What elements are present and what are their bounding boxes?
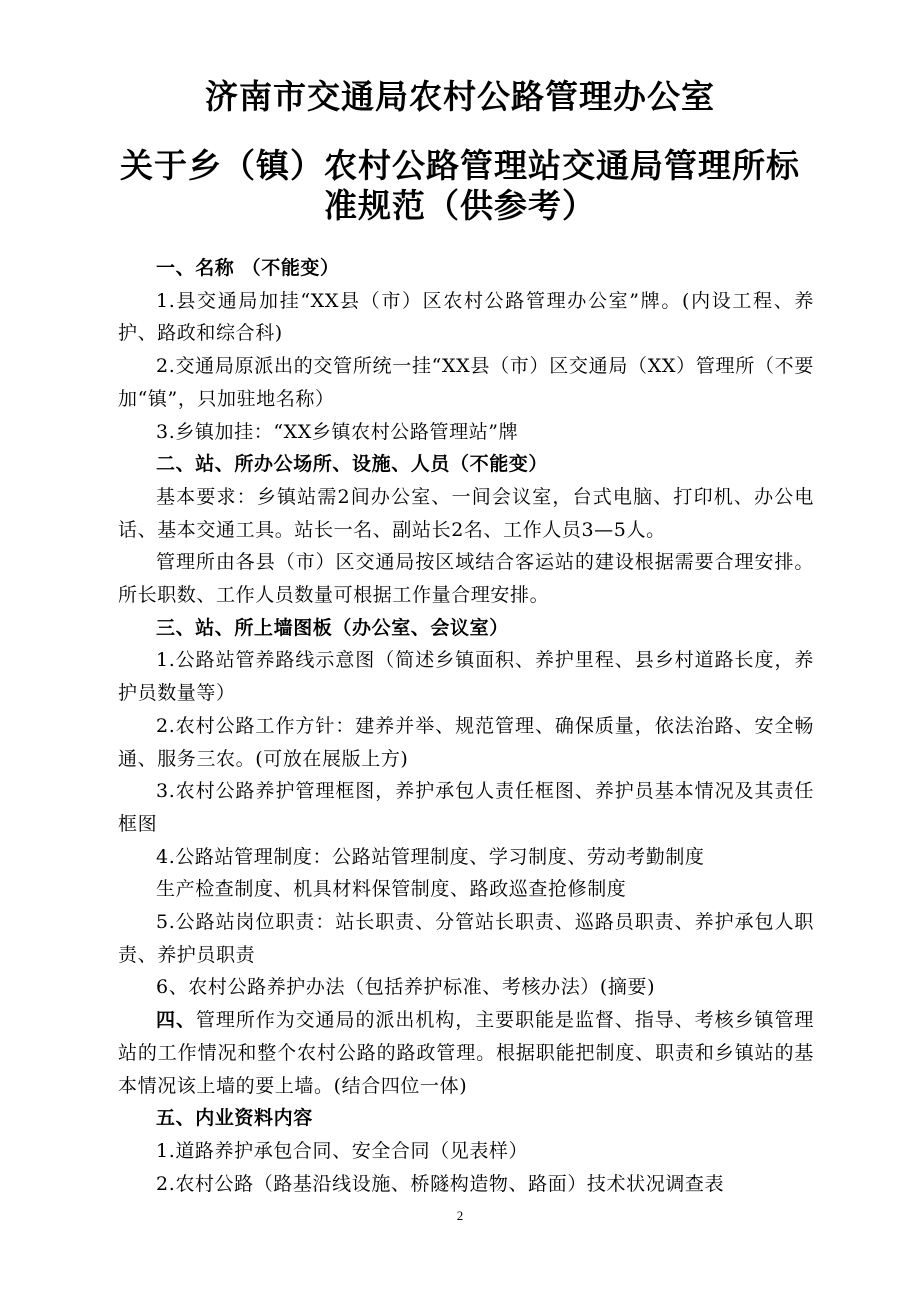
paragraph: 管理所由各县（市）区交通局按区域结合客运站的建设根据需要合理安排。所长职数、工作人员数量可根据工作量合理安排。 (118, 551, 814, 607)
paragraph: 生产检查制度、机具材料保管制度、路政巡查抢修制度 (156, 878, 627, 901)
paragraph: 2.农村公路（路基沿线设施、桥隧构造物、路面）技术状况调查表 (156, 1172, 725, 1195)
paragraph: 基本要求：乡镇站需2间办公室、一间会议室，台式电脑、打印机、办公电话、基本交通工具。站长一名、副站长2名、工作人员3—5人。 (118, 485, 814, 541)
section-4-text: 管理所作为交通局的派出机构，主要职能是监督、指导、考核乡镇管理站的工作情况和整个农村公路的路政管理。根据职能把制度、职责和乡镇站的基本情况该上墙的要上墙。(结合四位一体) (118, 1009, 814, 1097)
paragraph: 3.乡镇加挂：“XX乡镇农村公路管理站”牌 (156, 420, 519, 443)
paragraph: 2.农村公路工作方针：建养并举、规范管理、确保质量，依法治路、安全畅通、服务三农。(可放在展版上方) (118, 714, 814, 770)
section-lead-4: 四、 (156, 1009, 196, 1032)
paragraph: 1.道路养护承包合同、安全合同（见表样） (156, 1139, 529, 1162)
paragraph: 4.公路站管理制度：公路站管理制度、学习制度、劳动考勤制度 (156, 845, 705, 868)
document-title: 济南市交通局农村公路管理办公室 (205, 77, 715, 116)
paragraph-section-4 (118, 1004, 814, 1102)
document-body (118, 252, 814, 1200)
paragraph: 5.公路站岗位职责：站长职责、分管站长职责、巡路员职责、养护承包人职责、养护员职责 (118, 911, 814, 966)
section-heading-1: 一、名称 （不能变） (156, 257, 340, 279)
section-heading-2: 二、站、所办公场所、设施、人员（不能变） (156, 453, 549, 476)
section-heading-5: 五、内业资料内容 (156, 1107, 313, 1130)
paragraph: 1.县交通局加挂“XX县（市）区农村公路管理办公室”牌。(内设工程、养护、路政和综合科) (118, 289, 814, 345)
paragraph: 2.交通局原派出的交管所统一挂“XX县（市）区交通局（XX）管理所（不要加“镇”，只加驻地名称） (118, 355, 814, 410)
document-subtitle: 关于乡（镇）农村公路管理站交通局管理所标准规范（供参考） (120, 146, 800, 225)
page-number: 2 (456, 1208, 464, 1223)
paragraph: 3.农村公路养护管理框图，养护承包人责任框图、养护员基本情况及其责任框图 (118, 780, 814, 835)
paragraph: 6、农村公路养护办法（包括养护标准、考核办法）(摘要) (156, 976, 656, 999)
section-heading-3: 三、站、所上墙图板（办公室、会议室） (156, 616, 509, 639)
paragraph: 1.公路站管养路线示意图（简述乡镇面积、养护里程、县乡村道路长度，养护员数量等） (118, 649, 814, 705)
